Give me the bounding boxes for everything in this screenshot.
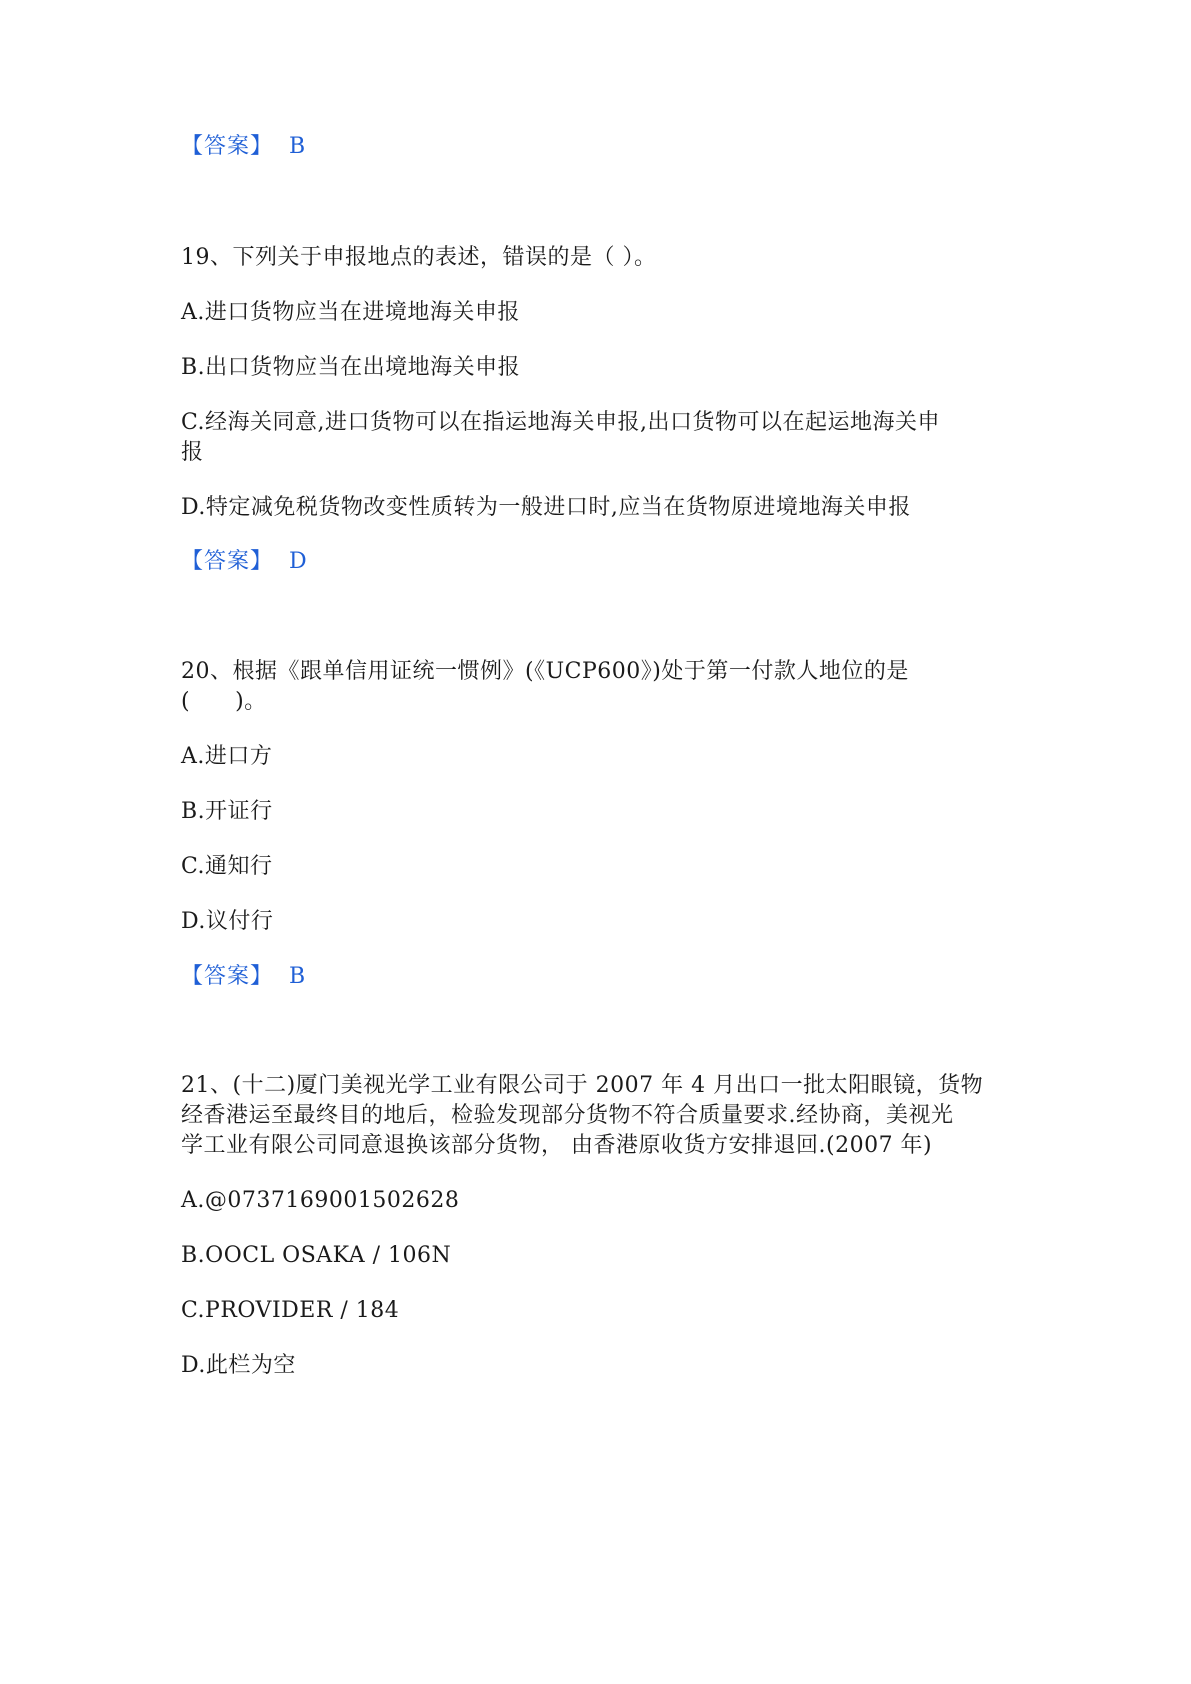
question-21-option-b: B.OOCL OSAKA / 106N bbox=[181, 1243, 452, 1268]
question-21-option-d: D.此栏为空 bbox=[181, 1353, 296, 1378]
answer-label: 【答案】 bbox=[181, 134, 274, 159]
answer-value: B bbox=[289, 134, 306, 159]
question-20-stem-line1: 20、根据《跟单信用证统一惯例》(《UCP600》)处于第一付款人地位的是 bbox=[181, 659, 909, 684]
answer-value: B bbox=[289, 964, 306, 989]
question-19-option-b: B.出口货物应当在出境地海关申报 bbox=[181, 355, 521, 380]
question-19-stem: 19、下列关于申报地点的表述，错误的是（ ）。 bbox=[181, 245, 657, 270]
question-19-option-a: A.进口货物应当在进境地海关申报 bbox=[181, 300, 520, 325]
question-19-option-c-line1: C.经海关同意,进口货物可以在指运地海关申报,出口货物可以在起运地海关申 bbox=[181, 410, 941, 435]
question-20-option-d: D.议付行 bbox=[181, 909, 274, 934]
question-19-option-c-line2: 报 bbox=[181, 440, 204, 465]
answer-q19 bbox=[181, 547, 307, 577]
question-19-option-d: D.特定减免税货物改变性质转为一般进口时,应当在货物原进境地海关申报 bbox=[181, 495, 911, 520]
answer-label: 【答案】 bbox=[181, 549, 274, 574]
question-21-option-c: C.PROVIDER / 184 bbox=[181, 1298, 400, 1323]
question-21-stem-line3: 学工业有限公司同意退换该部分货物， 由香港原收货方安排退回.(2007 年) bbox=[181, 1133, 933, 1158]
question-20-stem-line2: ( )。 bbox=[181, 689, 267, 714]
answer-q18 bbox=[181, 132, 305, 162]
question-20-option-b: B.开证行 bbox=[181, 799, 273, 824]
answer-value: D bbox=[289, 549, 307, 574]
question-21-stem-line2: 经香港运至最终目的地后，检验发现部分货物不符合质量要求.经协商，美视光 bbox=[181, 1103, 954, 1128]
question-20-option-c: C.通知行 bbox=[181, 854, 273, 879]
question-21-option-a: A.@0737169001502628 bbox=[181, 1188, 460, 1213]
question-21-stem-line1: 21、(十二)厦门美视光学工业有限公司于 2007 年 4 月出口一批太阳眼镜，货物 bbox=[181, 1073, 984, 1098]
answer-q20 bbox=[181, 962, 305, 992]
answer-label: 【答案】 bbox=[181, 964, 274, 989]
question-20-option-a: A.进口方 bbox=[181, 744, 273, 769]
